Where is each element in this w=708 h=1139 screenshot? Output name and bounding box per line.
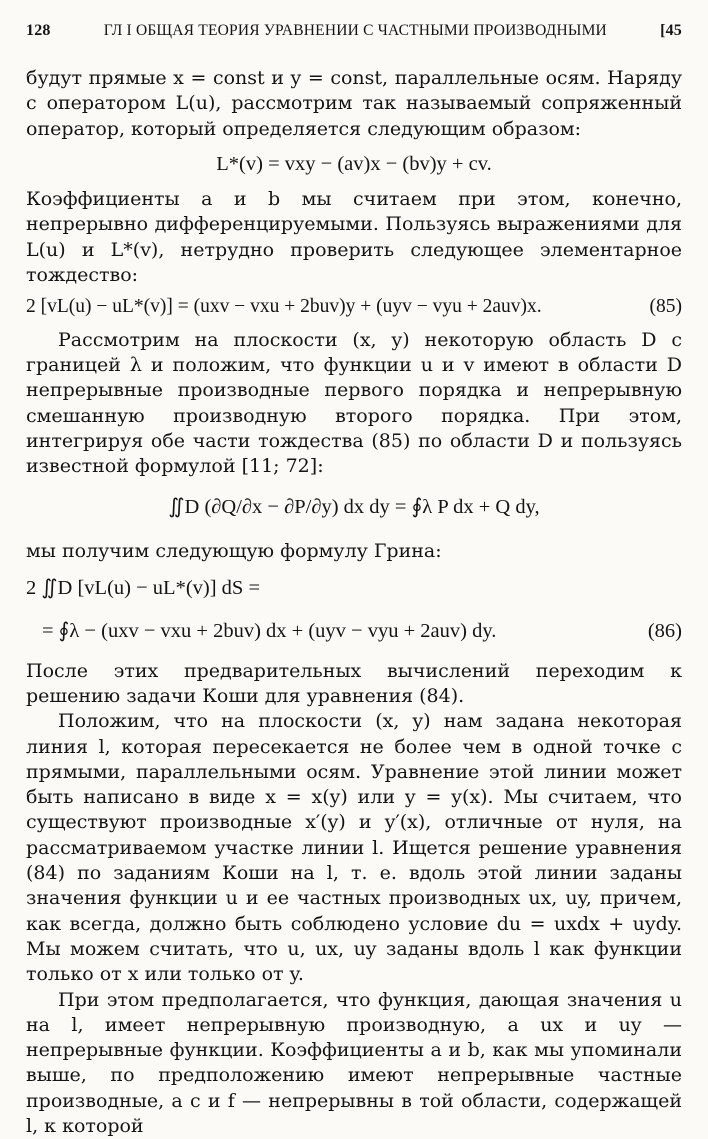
equation-86-line-1: 2 ∬D [vL(u) − uL*(v)] dS =: [26, 576, 682, 601]
running-header: [26, 22, 682, 40]
equation-85-number: (85): [650, 294, 683, 319]
equation-86-line-2: [26, 619, 682, 644]
paragraph-1: будут прямые x = const и y = const, параллельные осям. Наряду с оператором L(u), рассмотрим так называемый сопряженный оператор, который определяется следующим образом:: [26, 66, 682, 142]
equation-86-number: (86): [648, 619, 682, 644]
section-number: [45: [660, 22, 682, 40]
running-title: ГЛ I ОБЩАЯ ТЕОРИЯ УРАВНЕНИИ С ЧАСТНЫМИ ПРОИЗВОДНЫМИ: [51, 22, 660, 40]
paragraph-2: Коэффициенты a и b мы считаем при этом, конечно, непрерывно дифференцируемыми. Пользуясь выражениями для L(u) и L*(v), нетрудно проверить следующее элементарное тождество:: [26, 187, 682, 288]
equation-85: [26, 294, 682, 319]
page-number: 128: [26, 22, 51, 40]
equation-green-theorem: ∬D (∂Q/∂x − ∂P/∂y) dx dy = ∮λ P dx + Q dy,: [26, 495, 682, 520]
equation-85-body: 2 [vL(u) − uL*(v)] = (uxv − vxu + 2buv)y + (uyv − vyu + 2auv)x.: [26, 296, 542, 317]
equation-86-body: = ∮λ − (uxv − vxu + 2buv) dx + (uyv − vyu + 2auv) dy.: [42, 620, 496, 642]
paragraph-6: Положим, что на плоскости (x, y) нам задана некоторая линия l, которая пересекается не более чем в одной точке с прямыми, параллельными осям. Уравнение этой линии может быть написано в виде x = x(y) или y = y(x). Мы считаем, что существуют производные x′(y) и y′(x), отличные от нуля, на рассматриваемом участке линии l. Ищется решение уравнения (84) по заданиям Коши на l, т. е. вдоль этой линии заданы значения функции u и ее частных производных ux, uy, причем, как всегда, должно быть соблюдено условие du = uxdx + uydy. Мы можем считать, что u, ux, uy заданы вдоль l как функции только от x или только от y.: [26, 709, 682, 987]
paragraph-7: При этом предполагается, что функция, дающая значения u на l, имеет непрерывную производную, а ux и uy — непрерывные функции. Коэффициенты a и b, как мы упоминали выше, по предположению имеют непрерывные частные производные, а c и f — непрерывны в той области, содержащей l, к которой: [26, 988, 682, 1139]
page-body: [26, 66, 682, 1139]
paragraph-5: После этих предварительных вычислений переходим к решению задачи Коши для уравнения (84).: [26, 659, 682, 710]
equation-adjoint-operator: L*(v) = vxy − (av)x − (bv)y + cv.: [26, 152, 682, 177]
paragraph-4: мы получим следующую формулу Грина:: [26, 539, 682, 564]
paragraph-3: Рассмотрим на плоскости (x, y) некоторую область D с границей λ и положим, что функции u и v имеют в области D непрерывные производные первого порядка и непрерывную смешанную производную второго порядка. При этом, интегрируя обе части тождества (85) по области D и пользуясь известной формулой [11; 72]:: [26, 328, 682, 480]
